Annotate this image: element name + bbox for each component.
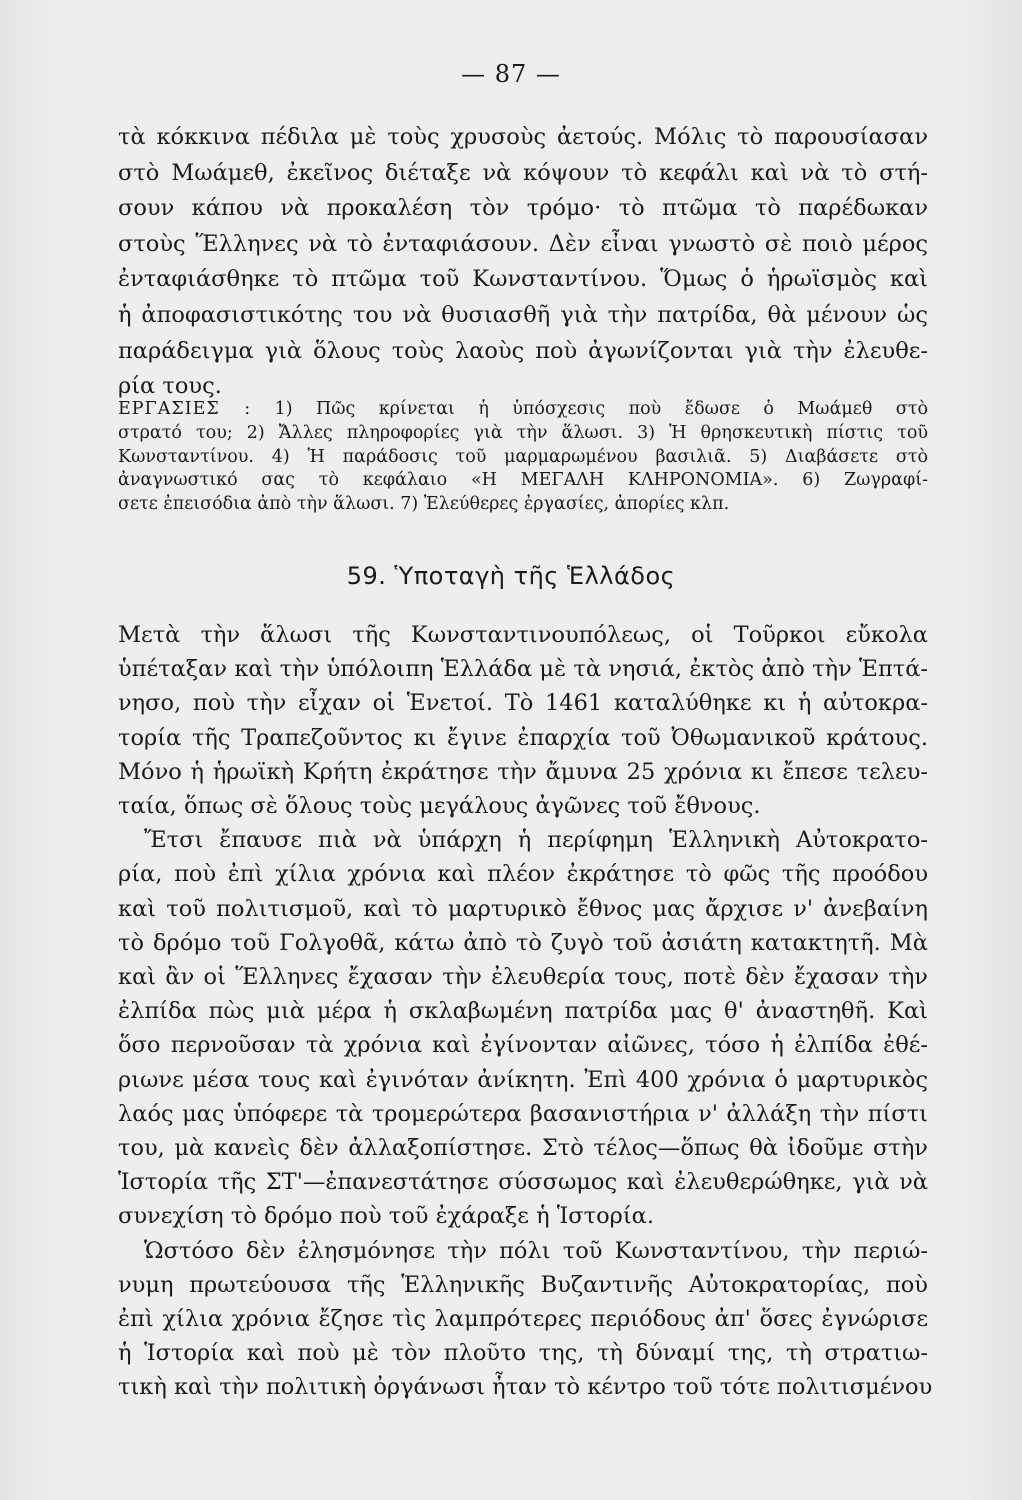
text-line: Ἔτσι ἔπαυσε πιὰ νὰ ὑπάρχη ἡ περίφημη Ἑλληνικὴ Αὐτοκρατο- bbox=[144, 827, 928, 854]
text-line: καὶ ἂν οἱ Ἕλληνες ἔχασαν τὴν ἐλευθερία τους, ποτὲ δὲν ἔχασαν τὴν bbox=[118, 964, 928, 991]
text-line: λαός μας ὑπόφερε τὰ τρομερώτερα βασανιστήρια ν' ἀλλάξη τὴν πίστι bbox=[118, 1100, 928, 1127]
task-line: Κωνσταντίνου. 4) Ἡ παράδοσις τοῦ μαρμαρωμένου βασιλιᾶ. 5) Διαβάσετε στὸ bbox=[118, 446, 928, 467]
section-body bbox=[118, 618, 933, 1405]
text-line: τὰ κόκκινα πέδιλα μὲ τοὺς χρυσοὺς ἀετούς. Μόλις τὸ παρουσίασαν bbox=[118, 124, 928, 150]
text-line: στὸ Μωάμεθ, ἐκεῖνος διέταξε νὰ κόψουν τὸ κεφάλι καὶ νὰ τὸ στή- bbox=[118, 159, 928, 186]
text-line: ἡ ἀποφασιστικότης του νὰ θυσιασθῆ γιὰ τὴν πατρίδα, θὰ μένουν ὡς bbox=[118, 301, 928, 328]
text-line: ὅσο περνοῦσαν τὰ χρόνια καὶ ἐγίνονταν αἰῶνες, τόσο ἡ ἐλπίδα ἐθέ- bbox=[118, 1032, 928, 1059]
page-number: — 87 — bbox=[461, 60, 561, 88]
text-line: νησο, ποὺ τὴν εἶχαν οἱ Ἑνετοί. Τὸ 1461 καταλύθηκε κι ἡ αὐτοκρα- bbox=[118, 690, 928, 717]
task-text: 1) Πῶς κρίνεται ἡ ὑπόσχεσις ποὺ ἔδωσε ὁ Μωάμεθ στὸ bbox=[274, 399, 928, 419]
text-line: ρία, ποὺ ἐπὶ χίλια χρόνια καὶ πλέον ἐκράτησε τὸ φῶς τῆς προόδου bbox=[118, 861, 928, 888]
text-line: ριωνε μέσα τους καὶ ἐγινόταν ἀνίκητη. Ἐπὶ 400 χρόνια ὁ μαρτυρικὸς bbox=[118, 1066, 928, 1093]
text-line: του, μὰ κανεὶς δὲν ἀλλαξοπίστησε. Στὸ τέλος—ὅπως θὰ ἰδοῦμε στὴν bbox=[118, 1135, 928, 1162]
task-line: στρατό του; 2) Ἄλλες πληροφορίες γιὰ τὴν ἅλωσι. 3) Ἡ θρησκευτικὴ πίστις τοῦ bbox=[118, 422, 928, 443]
text-line: ἐνταφιάσθηκε τὸ πτῶμα τοῦ Κωνσταντίνου. Ὅμως ὁ ἡρωϊσμὸς καὶ bbox=[118, 266, 928, 293]
section-title: Ὑποταγὴ τῆς Ἑλλάδος bbox=[394, 562, 676, 590]
text-line: τορία τῆς Τραπεζοῦντος κι ἔγινε ἐπαρχία τοῦ Ὀθωμανικοῦ κράτους. bbox=[118, 724, 928, 751]
text-line: Ὡστόσο δὲν ἐλησμόνησε τὴν πόλι τοῦ Κωνσταντίνου, τὴν περιώ- bbox=[144, 1237, 928, 1264]
text-line: παράδειγμα γιὰ ὅλους τοὺς λαοὺς ποὺ ἀγωνίζονται γιὰ τὴν ἐλευθε- bbox=[118, 337, 928, 364]
tasks-label: ΕΡΓΑΣΙΕΣ : bbox=[118, 399, 252, 419]
text-line: τικὴ καὶ τὴν πολιτικὴ ὀργάνωσι ἦταν τὸ κέντρο τοῦ τότε πολιτισμένου bbox=[118, 1374, 933, 1401]
section-number: 59. bbox=[346, 562, 387, 590]
text-line: Μόνο ἡ ἡρωϊκὴ Κρήτη ἐκράτησε τὴν ἄμυνα 25 χρόνια κι ἔπεσε τελευ- bbox=[118, 758, 928, 785]
text-line: ἡ Ἱστορία καὶ ποὺ μὲ τὸν πλοῦτο της, τὴ δύναμί της, τὴ στρατιω- bbox=[118, 1340, 928, 1367]
text-line: ὑπέταξαν καὶ τὴν ὑπόλοιπη Ἑλλάδα μὲ τὰ νησιά, ἐκτὸς ἀπὸ τὴν Ἑπτά- bbox=[118, 656, 928, 683]
section-heading bbox=[0, 562, 1022, 590]
text-line: ταία, ὅπως σὲ ὅλους τοὺς μεγάλους ἀγῶνες τοῦ ἔθνους. bbox=[118, 793, 761, 820]
task-line: σετε ἐπεισόδια ἀπὸ τὴν ἅλωσι. 7) Ἐλεύθερες ἐργασίες, ἀπορίες κλπ. bbox=[118, 494, 730, 515]
text-line: ἐλπίδα πὼς μιὰ μέρα ἡ σκλαβωμένη πατρίδα μας θ' ἀναστηθῆ. Καὶ bbox=[118, 998, 928, 1025]
text-line: νυμη πρωτεύουσα τῆς Ἑλληνικῆς Βυζαντινῆς Αὐτοκρατορίας, ποὺ bbox=[118, 1271, 928, 1298]
tasks-block bbox=[118, 398, 928, 517]
text-line: ρία τους. bbox=[118, 373, 222, 400]
text-line: σουν κάπου νὰ προκαλέση τὸν τρόμο· τὸ πτῶμα τὸ παρέδωκαν bbox=[118, 195, 928, 222]
tasks-first-line bbox=[118, 398, 928, 422]
intro-paragraph bbox=[118, 120, 928, 405]
text-line: συνεχίση τὸ δρόμο ποὺ τοῦ ἐχάραξε ἡ Ἱστορία. bbox=[118, 1203, 655, 1230]
text-line: καὶ τοῦ πολιτισμοῦ, καὶ τὸ μαρτυρικὸ ἔθνος μας ἄρχισε ν' ἀνεβαίνη bbox=[118, 895, 928, 922]
text-line: Ἱστορία τῆς ΣΤ'—ἐπανεστάτησε σύσσωμος καὶ ἐλευθερώθηκε, γιὰ νὰ bbox=[118, 1169, 928, 1196]
text-line: Μετὰ τὴν ἅλωσι τῆς Κωνσταντινουπόλεως, οἱ Τοῦρκοι εὔκολα bbox=[118, 622, 928, 648]
task-line: ἀναγνωστικό σας τὸ κεφάλαιο «Η ΜΕΓΑΛΗ ΚΛΗΡΟΝΟΜΙΑ». 6) Ζωγραφί- bbox=[118, 470, 928, 491]
text-line: ἐπὶ χίλια χρόνια ἔζησε τὶς λαμπρότερες περιόδους ἀπ' ὅσες ἐγνώρισε bbox=[118, 1306, 928, 1333]
text-line: στοὺς Ἕλληνες νὰ τὸ ἐνταφιάσουν. Δὲν εἶναι γνωστὸ σὲ ποιὸ μέρος bbox=[118, 230, 928, 257]
text-line: τὸ δρόμο τοῦ Γολγοθᾶ, κάτω ἀπὸ τὸ ζυγὸ τοῦ ἀσιάτη κατακτητῆ. Μὰ bbox=[118, 929, 928, 956]
